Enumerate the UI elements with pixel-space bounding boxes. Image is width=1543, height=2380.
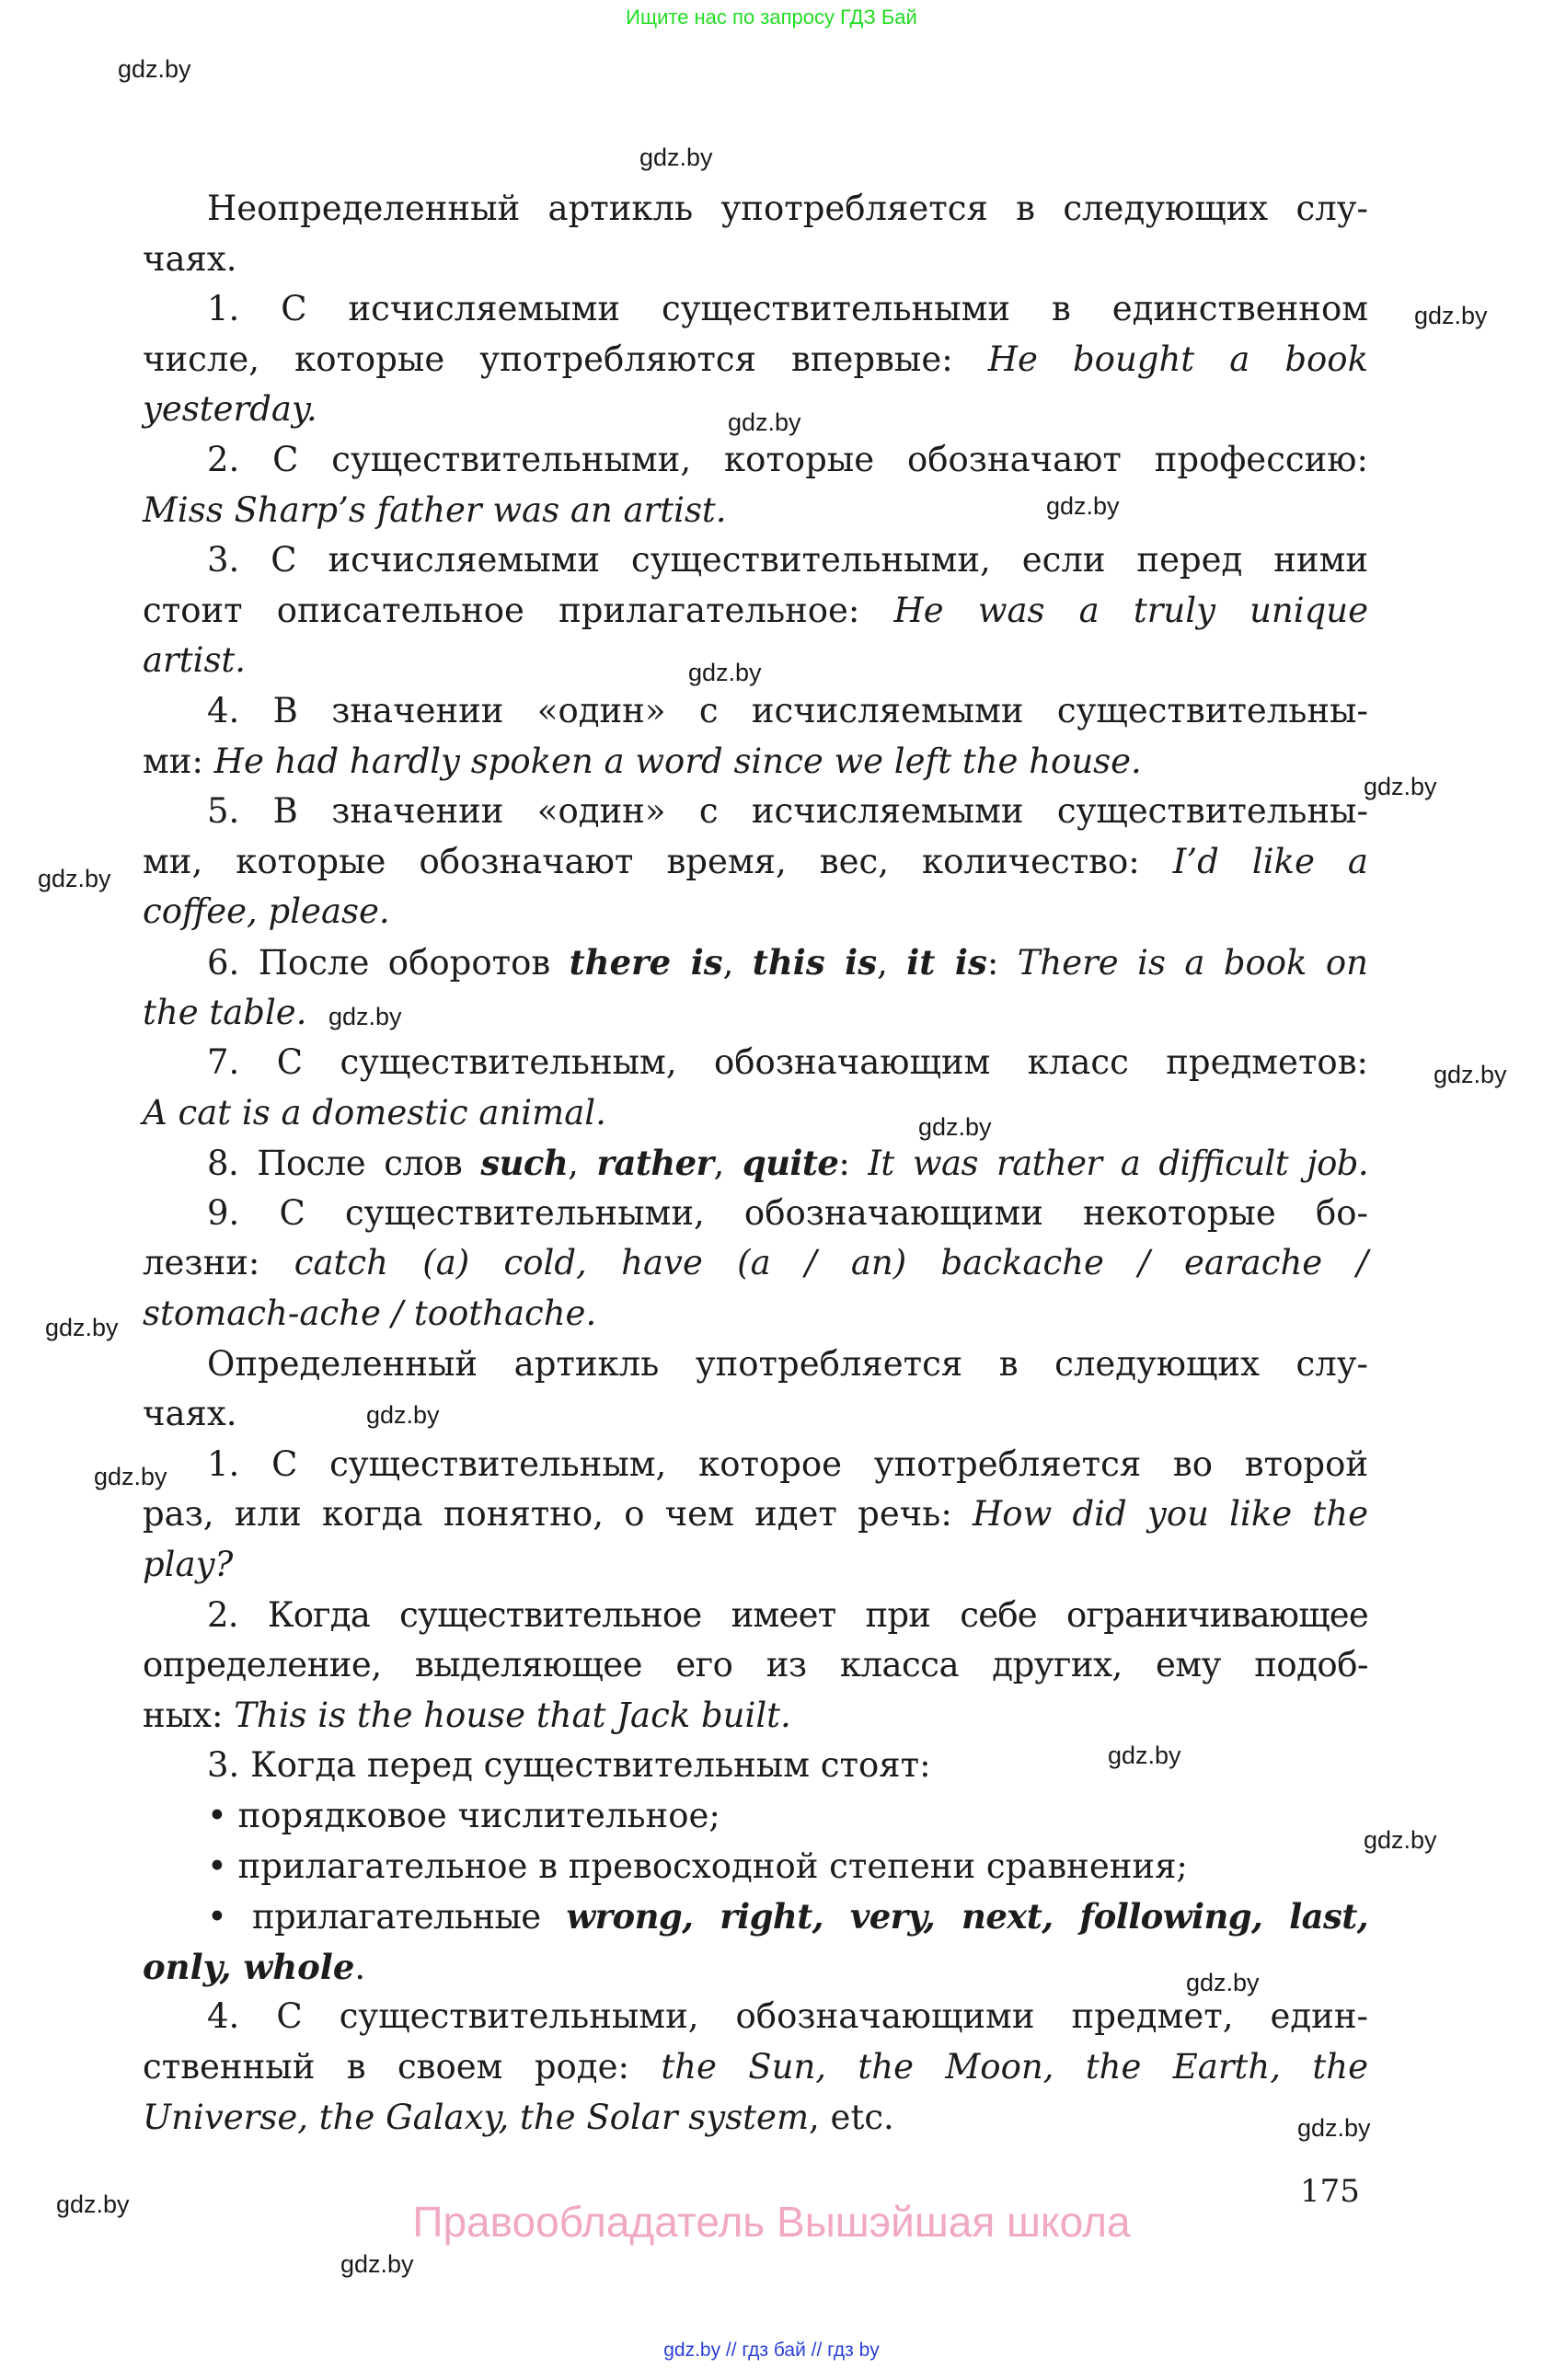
indefinite-rule-9: 9. С существительными, обозначающими некоторые бо-	[207, 1192, 1368, 1233]
definite-rule-2-cont: определение, выделяющее его из класса других, ему подоб-	[143, 1645, 1368, 1685]
footer-links[interactable]: gdz.by // гдз бай // гдз by	[663, 2340, 880, 2361]
bullet-icon: •	[207, 1796, 238, 1835]
gdz-watermark: gdz.by	[328, 1003, 402, 1030]
indefinite-rule-1-example: yesterday.	[143, 389, 317, 430]
bullet-item-cont: only, whole.	[143, 1946, 366, 1987]
indefinite-rule-6-example: the table.	[143, 992, 307, 1032]
gdz-watermark: gdz.by	[340, 2250, 414, 2278]
indefinite-rule-3-cont: стоит описательное прилагательное: He was a truly unique	[143, 590, 1368, 630]
gdz-watermark: gdz.by	[728, 408, 801, 436]
gdz-watermark: gdz.by	[1108, 1742, 1181, 1769]
gdz-watermark: gdz.by	[918, 1113, 992, 1141]
definite-rule-4-cont: ственный в своем роде: the Sun, the Moon, the Earth, the	[143, 2046, 1368, 2087]
gdz-watermark: gdz.by	[1297, 2114, 1371, 2142]
gdz-watermark: gdz.by	[118, 55, 191, 83]
copyright-notice: Правообладатель Вышэйшая школа	[412, 2198, 1131, 2246]
definite-intro-line-1: Определенный артикль употребляется в следующих слу-	[207, 1343, 1368, 1384]
indefinite-rule-1-cont: числе, которые употребляются впервые: He bought a book	[143, 339, 1368, 379]
definite-rule-4-example: Universe, the Galaxy, the Solar system, etc.	[143, 2097, 894, 2137]
indefinite-rule-3: 3. С исчисляемыми существительными, если перед ними	[207, 540, 1369, 581]
indefinite-rule-5: 5. В значении «один» с исчисляемыми существительны-	[207, 791, 1368, 832]
definite-rule-3: 3. Когда перед существительным стоят:	[207, 1745, 931, 1786]
gdz-watermark: gdz.by	[688, 659, 762, 686]
definite-rule-4: 4. С существительными, обозначающими предмет, един-	[207, 1996, 1369, 2037]
definite-rule-1: 1. С существительным, которое употребляется во второй	[207, 1443, 1368, 1484]
indefinite-rule-9-example: stomach-ache / toothache.	[143, 1293, 597, 1334]
gdz-watermark: gdz.by	[94, 1463, 167, 1490]
bullet-icon: •	[207, 1845, 238, 1886]
indefinite-rule-9-cont: лезни: catch (a) cold, have (a / an) backache / earache /	[143, 1243, 1368, 1283]
definite-rule-2-example: ных: This is the house that Jack built.	[143, 1695, 791, 1735]
indefinite-rule-3-example: artist.	[143, 640, 247, 681]
indefinite-rule-1: 1. С исчисляемыми существительными в единственном	[207, 289, 1368, 329]
textbook-page-body	[143, 184, 1368, 2143]
bullet-item: • прилагательные wrong, right, very, next, following, last,	[207, 1896, 1369, 1937]
indefinite-rule-2: 2. С существительными, которые обозначают профессию:	[207, 439, 1368, 479]
gdz-watermark: gdz.by	[1364, 773, 1437, 800]
gdz-watermark: gdz.by	[56, 2190, 130, 2218]
example: He bought a book	[987, 339, 1368, 379]
search-banner: Ищите нас по запросу ГДЗ Бай	[626, 6, 917, 29]
definite-intro-line-2: чаях.	[143, 1394, 237, 1434]
indefinite-rule-7-example: A cat is a domestic animal.	[143, 1092, 606, 1133]
definite-rule-1-cont: раз, или когда понятно, о чем идет речь: How did you like the	[143, 1494, 1368, 1535]
indefinite-rule-6: 6. После оборотов there is, this is, it is: There is a book on	[207, 941, 1368, 983]
page-number: 175	[1300, 2173, 1360, 2210]
indefinite-intro-line-2: чаях.	[143, 238, 237, 279]
gdz-watermark: gdz.by	[639, 144, 713, 171]
definite-rule-2: 2. Когда существительное имеет при себе ограничивающее	[207, 1594, 1368, 1635]
bullet-item: • порядковое числительное;	[207, 1796, 720, 1835]
gdz-watermark: gdz.by	[1414, 302, 1488, 329]
gdz-watermark: gdz.by	[45, 1314, 119, 1341]
indefinite-rule-7: 7. С существительным, обозначающим класс предметов:	[207, 1042, 1368, 1083]
indefinite-rule-4: 4. В значении «один» с исчисляемыми существительны-	[207, 690, 1368, 730]
indefinite-rule-2-example: Miss Sharp’s father was an artist.	[143, 489, 727, 530]
gdz-watermark: gdz.by	[366, 1401, 440, 1429]
bullet-item: • прилагательное в превосходной степени сравнения;	[207, 1845, 1188, 1886]
indefinite-intro-line-1: Неопределенный артикль употребляется в следующих слу-	[207, 189, 1368, 228]
gdz-watermark: gdz.by	[1364, 1826, 1437, 1854]
indefinite-rule-4-cont: ми: He had hardly spoken a word since we left the house.	[143, 741, 1142, 781]
indefinite-rule-5-cont: ми, которые обозначают время, вес, количество: I’d like a	[143, 841, 1368, 881]
gdz-watermark: gdz.by	[1434, 1061, 1507, 1088]
gdz-watermark: gdz.by	[38, 865, 111, 892]
gdz-watermark: gdz.by	[1046, 492, 1120, 520]
definite-rule-1-example: play?	[143, 1545, 234, 1585]
gdz-watermark: gdz.by	[1186, 1969, 1260, 1996]
indefinite-rule-8: 8. После слов such, rather, quite: It was rather a difficult job.	[207, 1143, 1368, 1184]
indefinite-rule-5-example: coffee, please.	[143, 891, 390, 932]
bullet-icon: •	[207, 1897, 252, 1937]
